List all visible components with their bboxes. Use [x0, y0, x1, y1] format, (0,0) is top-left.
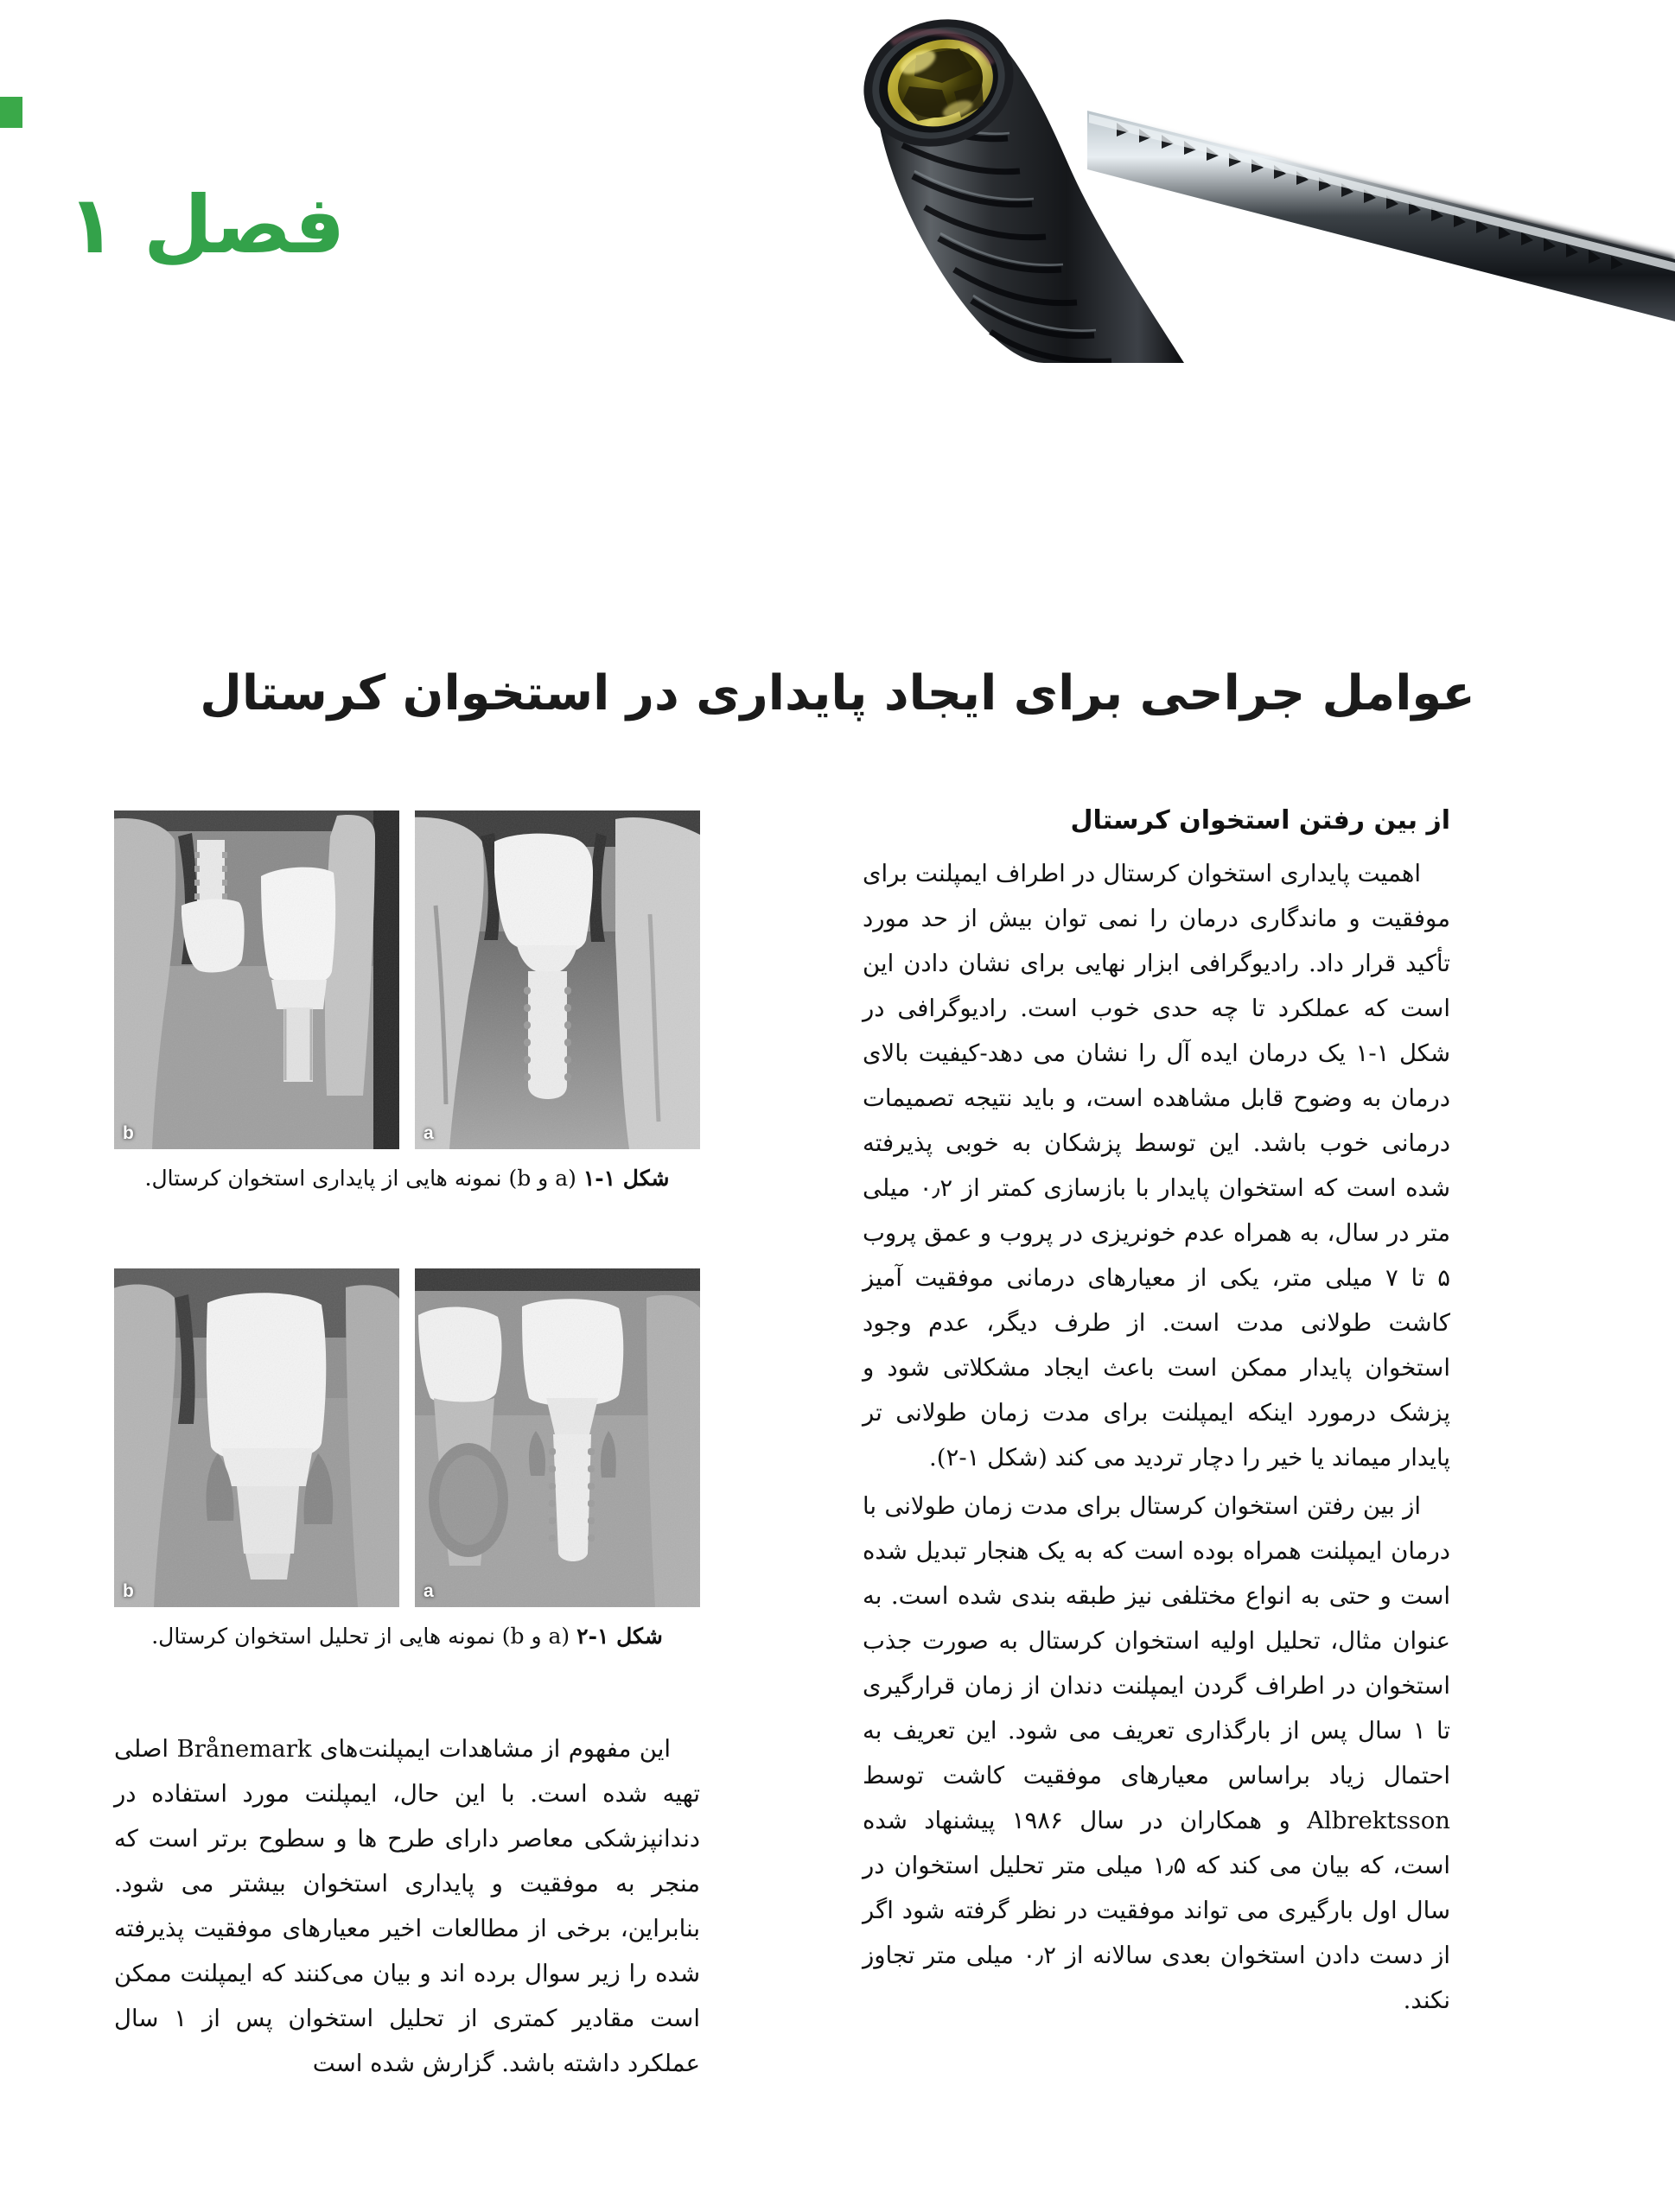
section-heading-crestal-bone-loss: از بین رفتن استخوان کرستال: [1070, 805, 1450, 836]
radiograph-2b: [114, 1268, 399, 1607]
figure-1-2-caption-text: (a و b) نمونه هایی از تحلیل استخوان کرستال.: [151, 1624, 570, 1649]
right-text-column: [863, 804, 1450, 2026]
figure-1-2-caption-prefix: شکل ۱-۲: [576, 1624, 663, 1649]
chapter-label: فصل ۱: [67, 179, 346, 271]
page-edge-accent-mark: [0, 97, 22, 128]
figure-1-1-panels: [114, 810, 700, 1149]
figure-1-1: [114, 810, 700, 1194]
left-text-column: [114, 1726, 700, 2089]
radiograph-1a: [415, 810, 700, 1149]
figure-1-1-caption-prefix: شکل ۱-۱: [583, 1166, 670, 1191]
body-paragraph: اهمیت پایداری استخوان کرستال در اطراف ایمپلنت برای موفقیت و ماندگاری درمان را نمی توان بیش از حد مورد تأکید قرار داد. رادیوگرافی ابزار نهایی برای نشان دادن این است که عملکرد تا چه حدی خوب است. رادیوگرافی در شکل ۱-۱ یک درمان ایده آل را نشان می دهد-کیفیت بالای درمان به وضوح قابل مشاهده است، و باید نتیجه تصمیمات درمانی خوب باشد. این توسط پزشکان به خوبی پذیرفته شده است که استخوان پایدار با بازسازی کمتر از ۰٫۲ میلی متر در سال، به همراه عدم خونریزی در پروب و عمق پروب ۵ تا ۷ میلی متر، یکی از معیارهای درمانی موفقیت آمیز کاشت طولانی مدت است. از طرف دیگر، عدم وجود استخوان پایدار ممکن است باعث ایجاد مشکلاتی شود و پزشک درمورد اینکه ایمپلنت برای مدت زمان طولانی تر پایدار میماند یا خیر را دچار تردید می کند (شکل ۱-۲).: [863, 860, 1451, 1471]
page-title: عوامل جراحی برای ایجاد پایداری در استخوان کرستال: [200, 664, 1475, 721]
radiograph-panel-label: b: [123, 1581, 134, 1601]
figure-1-2-panels: [114, 1268, 700, 1607]
radiograph-1b: [114, 810, 399, 1149]
figure-1-2: [114, 1268, 700, 1652]
radiograph-2a: [415, 1268, 700, 1607]
hero-implant-photo: [812, 0, 1675, 363]
figure-1-1-caption: [114, 1163, 700, 1194]
figure-1-2-caption: [114, 1621, 700, 1652]
radiograph-panel-label: a: [424, 1581, 434, 1601]
radiograph-panel-label: a: [424, 1123, 434, 1143]
body-paragraph: این مفهوم از مشاهدات ایمپلنت‌های Brånemark اصلی تهیه شده است. با این حال، ایمپلنت مورد استفاده در دندانپزشکی معاصر دارای طرح ها و سطوح برتر است که منجر به موفقیت و پایداری استخوان بیشتر می شود. بنابراین، برخی از مطالعات اخیر معیارهای موفقیت پذیرفته شده را زیر سوال برده اند و بیان می‌کنند که ایمپلنت ممکن است مقادیر کمتری از تحلیل استخوان پس از ۱ سال عملکرد داشته باشد. گزارش شده است: [114, 1735, 700, 2077]
figure-1-1-caption-text: (a و b) نمونه هایی از پایداری استخوان کرستال.: [144, 1166, 576, 1191]
radiograph-panel-label: b: [123, 1123, 134, 1143]
body-paragraph: از بین رفتن استخوان کرستال برای مدت زمان طولانی با درمان ایمپلنت همراه بوده است که به یک هنجار تبدیل شده است و حتی به انواع مختلفی نیز طبقه بندی شده است. به عنوان مثال، تحلیل اولیه استخوان کرستال به صورت جذب استخوان در اطراف گردن ایمپلنت دندان از زمان قرارگیری تا ۱ سال پس از بارگذاری تعریف می شود. این تعریف به احتمال زیاد براساس معیارهای موفقیت کاشت توسط Albrektsson و همکاران در سال ۱۹۸۶ پیشنهاد شده است، که بیان می کند که ۱٫۵ میلی متر تحلیل استخوان در سال اول بارگیری می تواند موفقیت در نظر گرفته شود اگر از دست دادن استخوان بعدی سالانه از ۰٫۲ میلی متر تجاوز نکند.: [863, 1492, 1451, 2014]
